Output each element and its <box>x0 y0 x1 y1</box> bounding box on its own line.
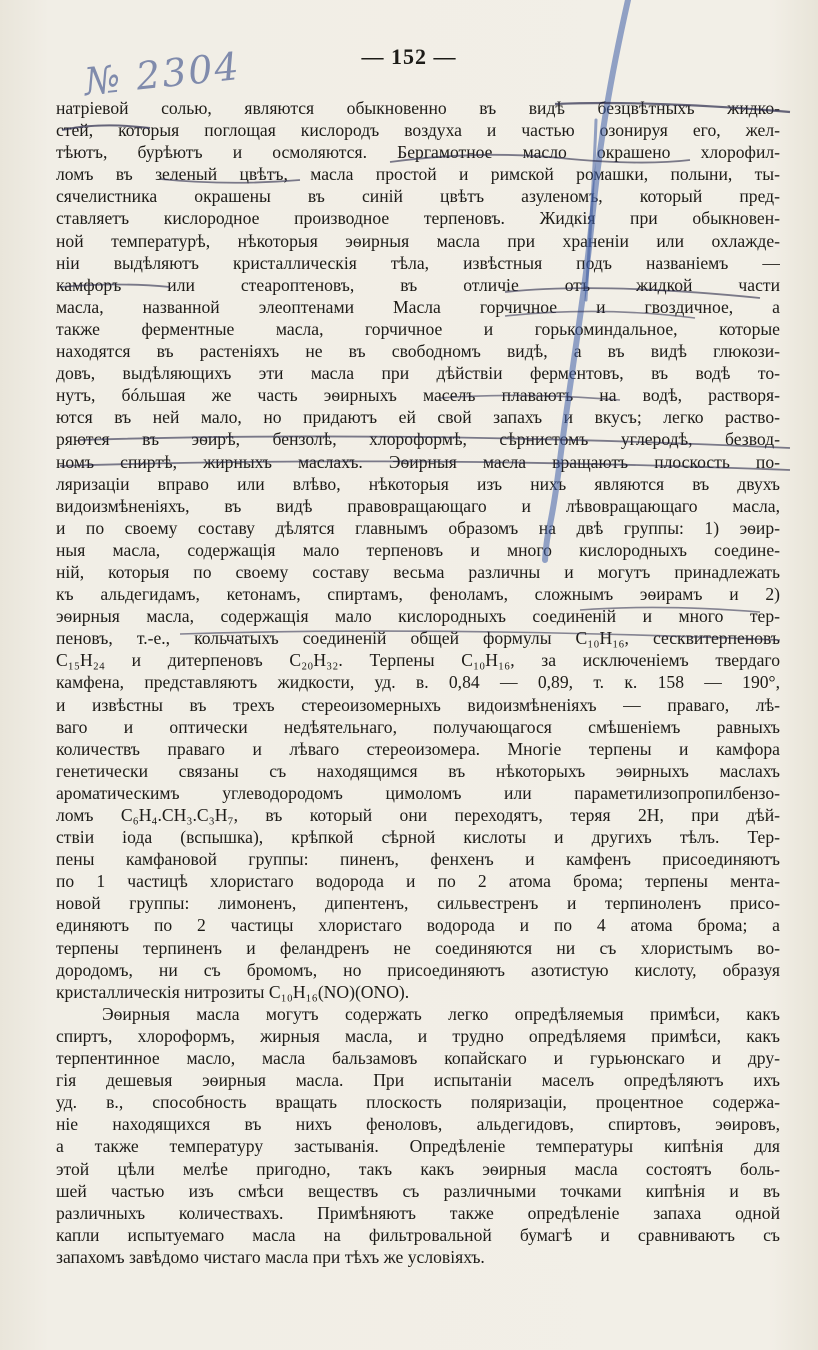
text-line: камфоръ или стеароптеновъ, въ отличіе отъ жидкой части <box>56 274 780 295</box>
text-line: ароматическимъ углеводородомъ цимоломъ или параметилизопропилбензо- <box>56 782 780 803</box>
text-line: терпены терпиненъ и феландренъ не соединяются ни съ хлористымъ во- <box>56 937 780 958</box>
text-line: ваго и оптически недѣятельнаго, получающагося смѣшеніемъ равныхъ <box>56 716 780 737</box>
text-line: ются въ ней мало, но придаютъ ей свой запахъ и вкусъ; легко раство- <box>56 407 780 428</box>
paragraph-1 <box>56 97 780 1003</box>
text-line: масла, названной элеоптенами Масла горчичное и гвоздичное, а <box>56 296 780 317</box>
text-line: находятся въ растеніяхъ не въ свободномъ видѣ, а въ видѣ глюкози- <box>56 341 780 362</box>
text-line: также ферментные масла, горчичное и горькоминдальное, которые <box>56 318 780 339</box>
text-line: тѣютъ, бурѣютъ и осмоляются. Бергамотное масло окрашено хлорофил- <box>56 142 780 163</box>
text-line: ныя масла, содержащія мало терпеновъ и много кислородныхъ соедине- <box>56 539 780 560</box>
text-line: пены камфановой группы: пиненъ, фенхенъ и камфенъ присоединяютъ <box>56 849 780 870</box>
text-line: пеновъ, т.-е., кольчатыхъ соединеній общей формулы C₁₀H₁₆, сесквитерпеновъ <box>56 628 780 649</box>
page-number: — 152 — <box>361 44 457 69</box>
text-line: различныхъ количествахъ. Примѣняютъ также опредѣленіе запаха одной <box>56 1202 780 1223</box>
text-line: дородомъ, ни съ бромомъ, но присоединяютъ азотистую кислоту, образуя <box>56 959 780 980</box>
text-line: ніе находящихся въ нихъ феноловъ, альдегидовъ, спиртовъ, эѳировъ, <box>56 1114 780 1135</box>
text-line: сячелистника окрашены въ синій цвѣтъ азуленомъ, который пред- <box>56 186 780 207</box>
text-line: къ альдегидамъ, кетонамъ, спиртамъ, феноламъ, сложнымъ эѳирамъ и 2) <box>56 584 780 605</box>
text-line: ломъ въ зеленый цвѣтъ, масла простой и римской ромашки, полыни, ты- <box>56 164 780 185</box>
text-line: шей частью изъ смѣси веществъ съ различными точками кипѣнія и въ <box>56 1180 780 1201</box>
text-line: и по своему составу дѣлятся главнымъ образомъ на двѣ группы: 1) эѳир- <box>56 517 780 538</box>
text-line: терпентинное масло, масла бальзамовъ копайскаго и гурьюнскаго и дру- <box>56 1048 780 1069</box>
text-line: новой группы: лимоненъ, дипентенъ, сильвестренъ и терпиноленъ присо- <box>56 893 780 914</box>
text-line: этой цѣли мелѣе пригодно, такъ какъ эѳирныя масла состоятъ боль- <box>56 1158 780 1179</box>
handwritten-inventory-number: № 2304 <box>82 43 243 105</box>
text-line: и извѣстны въ трехъ стереоизомерныхъ видоизмѣненіяхъ — праваго, лѣ- <box>56 694 780 715</box>
text-line: стей, которыя поглощая кислородъ воздуха и частью озонируя его, жел- <box>56 120 780 141</box>
text-line: ставляетъ кислородное производное терпеновъ. Жидкія при обыкновен- <box>56 208 780 229</box>
paragraph-2 <box>56 1003 780 1268</box>
text-line: ряются въ эѳирѣ, бензолѣ, хлороформѣ, сѣрнистомъ углеродѣ, безвод- <box>56 429 780 450</box>
text-line: натріевой солью, являются обыкновенно въ видѣ безцвѣтныхъ жидко- <box>56 98 780 118</box>
text-line: количествъ праваго и лѣваго стереоизомера. Многіе терпены и камфора <box>56 738 780 759</box>
text-line: Эѳирныя масла могутъ содержать легко опредѣляемыя примѣси, какъ <box>102 1003 780 1024</box>
text-line: ломъ C₆H₄.CH₃.C₃H₇, въ который они переходятъ, теряя 2H, при дѣй- <box>56 805 780 825</box>
text-line: кристаллическія нитрозиты C₁₀H₁₆(NO)(ONO). <box>56 981 410 1002</box>
text-line: единяютъ по 2 частицы хлористаго водорода и по 4 атома брома; а <box>56 915 780 936</box>
text-line: камфена, представляютъ жидкости, уд. в. 0,84 — 0,89, т. к. 158 — 190°, <box>56 672 780 693</box>
text-line: капли испытуемаго масла на фильтровальной бумагѣ и сравниваютъ съ <box>56 1224 780 1245</box>
text-line: ствіи іода (вспышка), крѣпкой сѣрной кислоты и другихъ тѣлъ. Тер- <box>56 827 780 848</box>
text-line: ній, которыя по своему составу весьма различны и могутъ принадлежать <box>56 561 780 582</box>
text-line: гія дешевыя эѳирныя масла. При испытаніи маселъ опредѣляютъ ихъ <box>56 1070 780 1091</box>
text-line: номъ спиртѣ, жирныхъ маслахъ. Эѳирныя масла вращаютъ плоскость по- <box>56 451 780 472</box>
body-text <box>56 97 780 1268</box>
text-line: ной температурѣ, нѣкоторыя эѳирныя масла при храненіи или охлажде- <box>56 230 780 251</box>
text-line: уд. в., способность вращать плоскость поляризаціи, процентное содержа- <box>56 1092 780 1113</box>
text-line: ніи выдѣляютъ кристаллическія тѣла, извѣстныя подъ названіемъ — <box>56 252 780 273</box>
text-line: C₁₅H₂₄ и дитерпеновъ C₂₀H₃₂. Терпены C₁₀H₁₆, за исключеніемъ твердаго <box>56 650 780 671</box>
text-line: нутъ, бóльшая же часть эѳирныхъ маселъ плаваютъ на водѣ, растворя- <box>56 385 780 406</box>
text-line: запахомъ завѣдомо чистаго масла при тѣхъ же условіяхъ. <box>56 1246 485 1267</box>
text-line: спиртъ, хлороформъ, жирныя масла, и трудно опредѣляемя примѣси, какъ <box>56 1025 780 1046</box>
text-line: довъ, выдѣляющихъ эти масла при дѣйствіи ферментовъ, въ водѣ то- <box>56 363 780 384</box>
text-line: а также температуру застыванія. Опредѣленіе температуры кипѣнія для <box>56 1136 780 1157</box>
text-line: видоизмѣненіяхъ, въ видѣ правовращающаго и лѣвовращающаго масла, <box>56 495 780 516</box>
text-line: ляризаціи вправо или влѣво, нѣкоторыя изъ нихъ являются въ двухъ <box>56 473 780 494</box>
text-line: по 1 частицѣ хлористаго водорода и по 2 атома брома; терпены мента- <box>56 871 780 892</box>
text-line: эѳирныя масла, содержащія мало кислородныхъ соединеній и много тер- <box>56 606 780 627</box>
text-line: генетически связаны съ находящимся въ нѣкоторыхъ эѳирныхъ маслахъ <box>56 760 780 781</box>
